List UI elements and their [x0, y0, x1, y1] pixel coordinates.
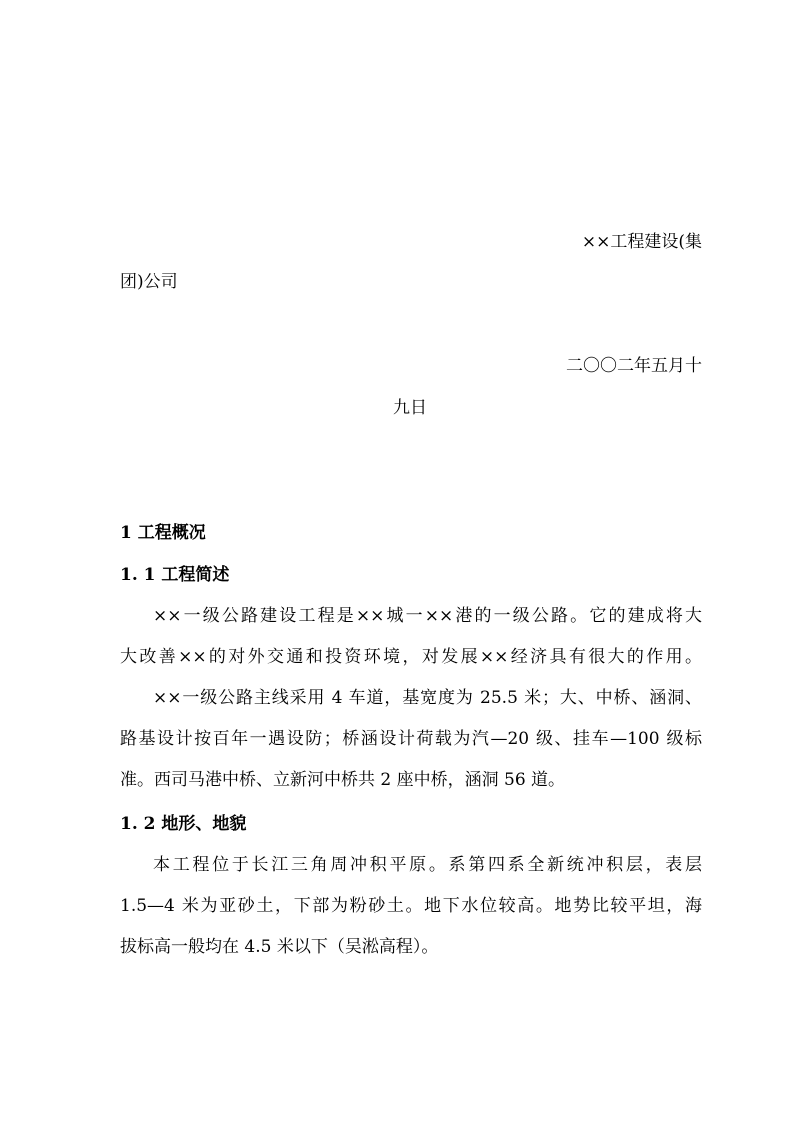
subsection-heading-1: 1. 1 工程简述: [120, 565, 230, 585]
paragraph-3-line-1: 本工程位于长江三角周冲积平原。系第四系全新统冲积层，表层: [153, 855, 702, 875]
paragraph-1-line-1: ××一级公路建设工程是××城一××港的一级公路。它的建成将大: [153, 606, 702, 626]
company-name-line-1: ××工程建设(集: [581, 232, 702, 252]
paragraph-2-line-2: 路基设计按百年一遇设防；桥涵设计荷载为汽—20 级、挂车—100 级标: [120, 729, 702, 749]
paragraph-2-line-3: 准。西司马港中桥、立新河中桥共 2 座中桥，涵洞 56 道。: [120, 770, 566, 790]
section-heading: 1 工程概况: [120, 523, 206, 543]
paragraph-3-line-2: 1.5—4 米为亚砂土，下部为粉砂土。地下水位较高。地势比较平坦，海: [120, 896, 702, 916]
subsection-heading-2: 1. 2 地形、地貌: [120, 814, 247, 834]
date-line-1: 二〇〇二年五月十: [566, 356, 702, 376]
date-line-2: 九日: [393, 398, 427, 418]
paragraph-3-line-3: 拔标高一般均在 4.5 米以下（吴淞高程）。: [120, 937, 439, 957]
company-name-line-2: 团)公司: [120, 272, 178, 292]
paragraph-2-line-1: ××一级公路主线采用 4 车道，基宽度为 25.5 米；大、中桥、涵洞、: [153, 688, 702, 708]
paragraph-1-line-2: 大改善××的对外交通和投资环境，对发展××经济具有很大的作用。: [120, 647, 702, 667]
